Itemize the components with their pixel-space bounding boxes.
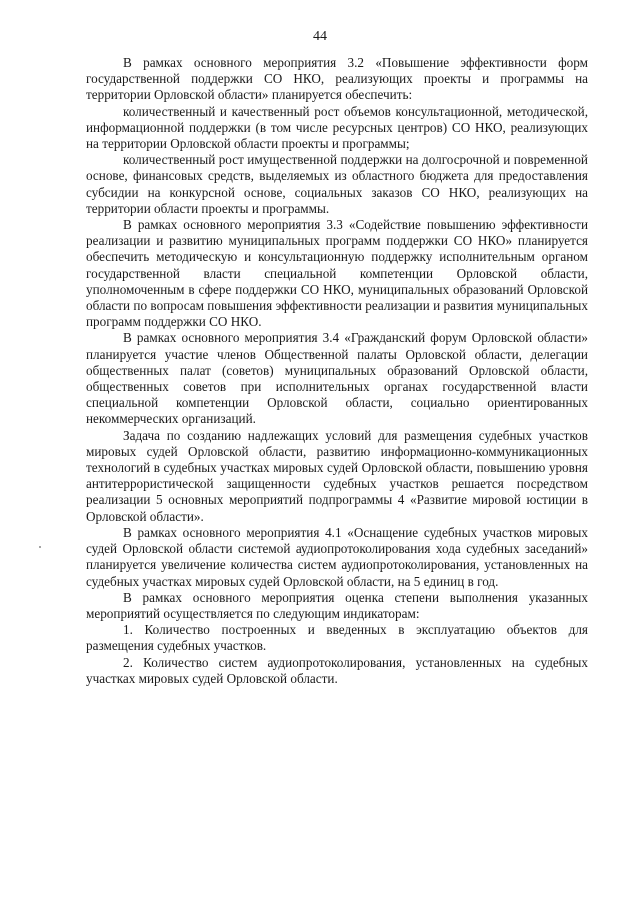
paragraph: В рамках основного мероприятия оценка степени выполнения указанных мероприятий осуществляется по следующим индикаторам:: [86, 589, 588, 621]
paragraph: В рамках основного мероприятия 3.2 «Повышение эффективности форм государственной поддержки СО НКО, реализующих проекты и программы на территории Орловской области» планируется обеспечить:: [86, 55, 588, 103]
document-body: [86, 55, 588, 687]
page-number: 44: [313, 29, 327, 44]
paragraph: В рамках основного мероприятия 4.1 «Оснащение судебных участков мировых судей Орловской области системой аудиопротоколирования хода судебных заседаний» планируется увеличение количества систем аудиопротоколирования, установленных на судебных участках мировых судей Орловской области, на 5 единиц в год.: [86, 524, 588, 589]
paragraph: В рамках основного мероприятия 3.4 «Гражданский форум Орловской области» планируется участие членов Общественной палаты Орловской области, делегации общественных палат (советов) муниципальных образований Орловской области, общественных советов при исполнительных органах государственной власти специальной компетенции Орловской области, социально ориентированных некоммерческих организаций.: [86, 330, 588, 427]
indicator-item: 2. Количество систем аудиопротоколирования, установленных на судебных участках мировых судей Орловской области.: [86, 654, 588, 686]
paragraph: количественный рост имущественной поддержки на долгосрочной и повременной основе, финансовых средств, выделяемых из областного бюджета для предоставления субсидии на конкурсной основе, социальных заказов СО НКО, реализующих на территории области проекты и программы.: [86, 152, 588, 216]
paragraph: В рамках основного мероприятия 3.3 «Содействие повышению эффективности реализации и развитию муниципальных программ поддержки СО НКО» планируется обеспечить методическую и консультационную поддержку исполнительным органом государственной власти специальной компетенции Орловской области, уполномоченным в сфере поддержки СО НКО, муниципальных образований Орловской области по вопросам повышения эффективности реализации и развития муниципальных программ поддержки СО НКО.: [86, 217, 588, 330]
scan-speck: [39, 546, 41, 548]
paragraph: Задача по созданию надлежащих условий для размещения судебных участков мировых судей Орловской области, развитию информационно-коммуникационных технологий в судебных участках мировых судей Орловской области, повышению уровня антитеррористической защищенности судебных участков решается посредством реализации 5 основных мероприятий подпрограммы 4 «Развитие мировой юстиции в Орловской области».: [86, 427, 588, 524]
paragraph: количественный и качественный рост объемов консультационной, методической, информационной поддержки (в том числе ресурсных центров) СО НКО, реализующих на территории Орловской области проекты и программы;: [86, 103, 588, 152]
indicator-item: 1. Количество построенных и введенных в эксплуатацию объектов для размещения судебных участков.: [86, 622, 588, 654]
